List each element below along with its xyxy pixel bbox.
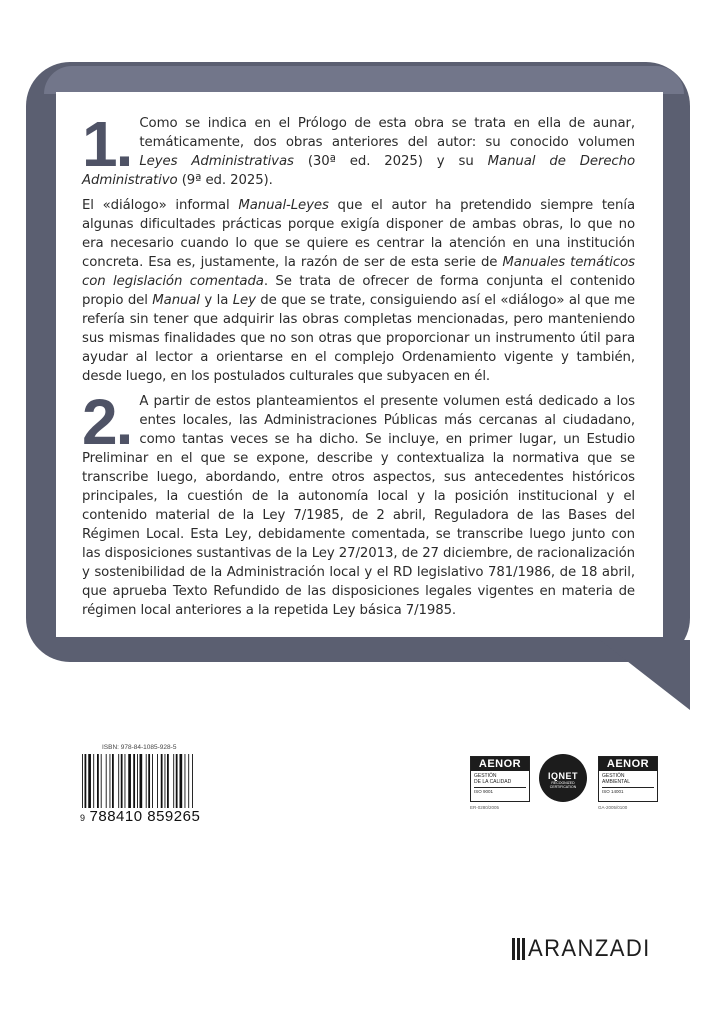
italic-run: Manual de Derecho Administrativo — [82, 154, 636, 188]
aenor-quality-logo — [470, 756, 530, 810]
aenor2-line1: GESTIÓN — [602, 773, 625, 779]
barcode-bar — [185, 754, 186, 808]
aenor-environment-logo — [598, 756, 658, 810]
barcode-bar — [192, 754, 193, 808]
aenor2-code: ISO 14001 — [602, 787, 654, 794]
barcode-lead-digit: 9 — [80, 813, 86, 823]
barcode-bar — [106, 754, 107, 808]
barcode-bar — [125, 754, 126, 808]
paragraph-2-text — [82, 386, 635, 618]
publisher-name: ARANZADI — [528, 935, 651, 962]
paragraph-2 — [82, 386, 635, 620]
barcode-bar — [176, 754, 178, 808]
isbn-barcode — [80, 744, 225, 830]
text-run: (9ª ed. 2025). — [177, 173, 273, 188]
barcode-bar — [165, 754, 166, 808]
isbn-label: ISBN: 978-84-1085-928-5 — [102, 744, 177, 751]
barcode-bar — [157, 754, 158, 808]
italic-run: Manual — [152, 293, 200, 308]
barcode-digits — [80, 808, 225, 825]
barcode-bar — [146, 754, 147, 808]
barcode-bar — [112, 754, 114, 808]
iqnet-logo — [539, 754, 587, 802]
barcode-bar — [173, 754, 174, 808]
aenor2-brand: AENOR — [599, 757, 657, 771]
text-run: de que se trate, consiguiendo así el «diálogo» al que me refería sin tener que adquirir las obras completas mencionadas, pero manteniendo sus mismas finalidades que no son otras que proporcionar un instrumento útil para ayudar al lector a orientarse en el complejo Ordenamiento vigente y también, desde luego, en los postulados culturales que subyacen en él. — [82, 293, 635, 384]
dropcap-1: 1. — [82, 108, 132, 180]
aenor2-line2: AMBIENTAL — [602, 779, 630, 785]
barcode-bar — [121, 754, 123, 808]
text-run: (30ª ed. 2025) y su — [293, 154, 488, 169]
barcode-bar — [152, 754, 153, 808]
barcode-bar — [148, 754, 150, 808]
text-run: Como se indica en el Prólogo de esta obra se trata en ella de aunar, temáticamente, dos obras anteriores del autor: su conocido volumen — [139, 116, 635, 150]
publisher-bars-icon — [512, 938, 525, 960]
paragraph-1-text — [82, 108, 636, 188]
speech-bubble-tail — [600, 640, 690, 710]
paragraph-1b-text — [82, 198, 635, 384]
aenor-brand: AENOR — [471, 757, 529, 771]
publisher-logo — [512, 934, 661, 964]
italic-run: Manuales temáticos con legislación comentada — [82, 255, 635, 289]
barcode-bar — [85, 754, 87, 808]
aenor2-caption: GA-2005/0100 — [598, 805, 628, 810]
text-run: que el autor ha pretendido siempre tenía algunas dificultades prácticas porque exigía disponer de ambas obras, lo que no era necesario cuando lo que se quiere es centrar la atención en una institución concreta. Esa es, justamente, la razón de ser de esta serie de — [82, 198, 635, 270]
text-run: A partir de estos planteamientos el presente volumen está dedicado a los entes locales, las Administraciones Públicas más cercanas al ciudadano, como tantas veces se ha dicho. Se incluye, en primer lugar, un Estudio Preliminar en el que se expone, describe y contextualiza la normativa que se transcribe luego, abordando, entre otros aspectos, sus antecedentes históricos principales, la cuestión de la autonomía local y la posición institucional y el contenido material de la Ley 7/1985, de 2 abril, Reguladora de las Bases del Régimen Local. Esta Ley, debidamente comentada, se transcribe luego junto con las disposiciones sustantivas de la Ley 27/2013, de 27 diciembre, de racionalización y sostenibilidad de la Administración local y el RD legislativo 781/1986, de 18 abril, que aprueba Texto Refundido de las disposiciones legales vigentes en materia de régimen local anteriores a la repetida Ley básica 7/1985. — [82, 394, 635, 618]
barcode-bar — [118, 754, 119, 808]
barcode-bar — [88, 754, 91, 808]
italic-run: Leyes Administrativas — [139, 154, 294, 169]
dropcap-2: 2. — [82, 386, 132, 458]
barcode-bar — [82, 754, 83, 808]
aenor-code: ISO 9001 — [474, 787, 526, 794]
barcode-bar — [93, 754, 94, 808]
barcode-bar — [188, 754, 189, 808]
aenor-caption: ER-0280/2005 — [470, 805, 500, 810]
speech-bubble-shade — [44, 66, 684, 94]
barcode-bar — [101, 754, 102, 808]
paragraph-1b — [82, 196, 635, 386]
text-run: . Se trata de ofrecer de forma conjunta el contenido propio del — [82, 274, 635, 308]
text-run: y la — [200, 293, 233, 308]
iqnet-brand: IQNET — [547, 771, 578, 781]
italic-run: Ley — [232, 293, 256, 308]
barcode-bar — [128, 754, 131, 808]
barcode-bar — [137, 754, 138, 808]
iqnet-line1: RECOGNIZED — [551, 781, 575, 785]
aenor-line2: DE LA CALIDAD — [474, 779, 512, 785]
aenor-line1: GESTIÓN — [474, 773, 497, 779]
iqnet-line2: CERTIFICATION — [549, 785, 577, 789]
back-cover-text — [82, 108, 636, 626]
text-run: El «diálogo» informal — [82, 198, 239, 213]
barcode-bar — [161, 754, 163, 808]
barcode-number: 788410 859265 — [89, 808, 201, 825]
barcode-bar — [133, 754, 135, 808]
barcode-bar — [110, 754, 111, 808]
barcode-bar — [180, 754, 183, 808]
italic-run: Manual-Leyes — [238, 198, 329, 213]
barcode-bar — [97, 754, 99, 808]
barcode-bars — [80, 754, 225, 810]
paragraph-1 — [82, 108, 636, 190]
barcode-bar — [140, 754, 143, 808]
barcode-bar — [167, 754, 169, 808]
